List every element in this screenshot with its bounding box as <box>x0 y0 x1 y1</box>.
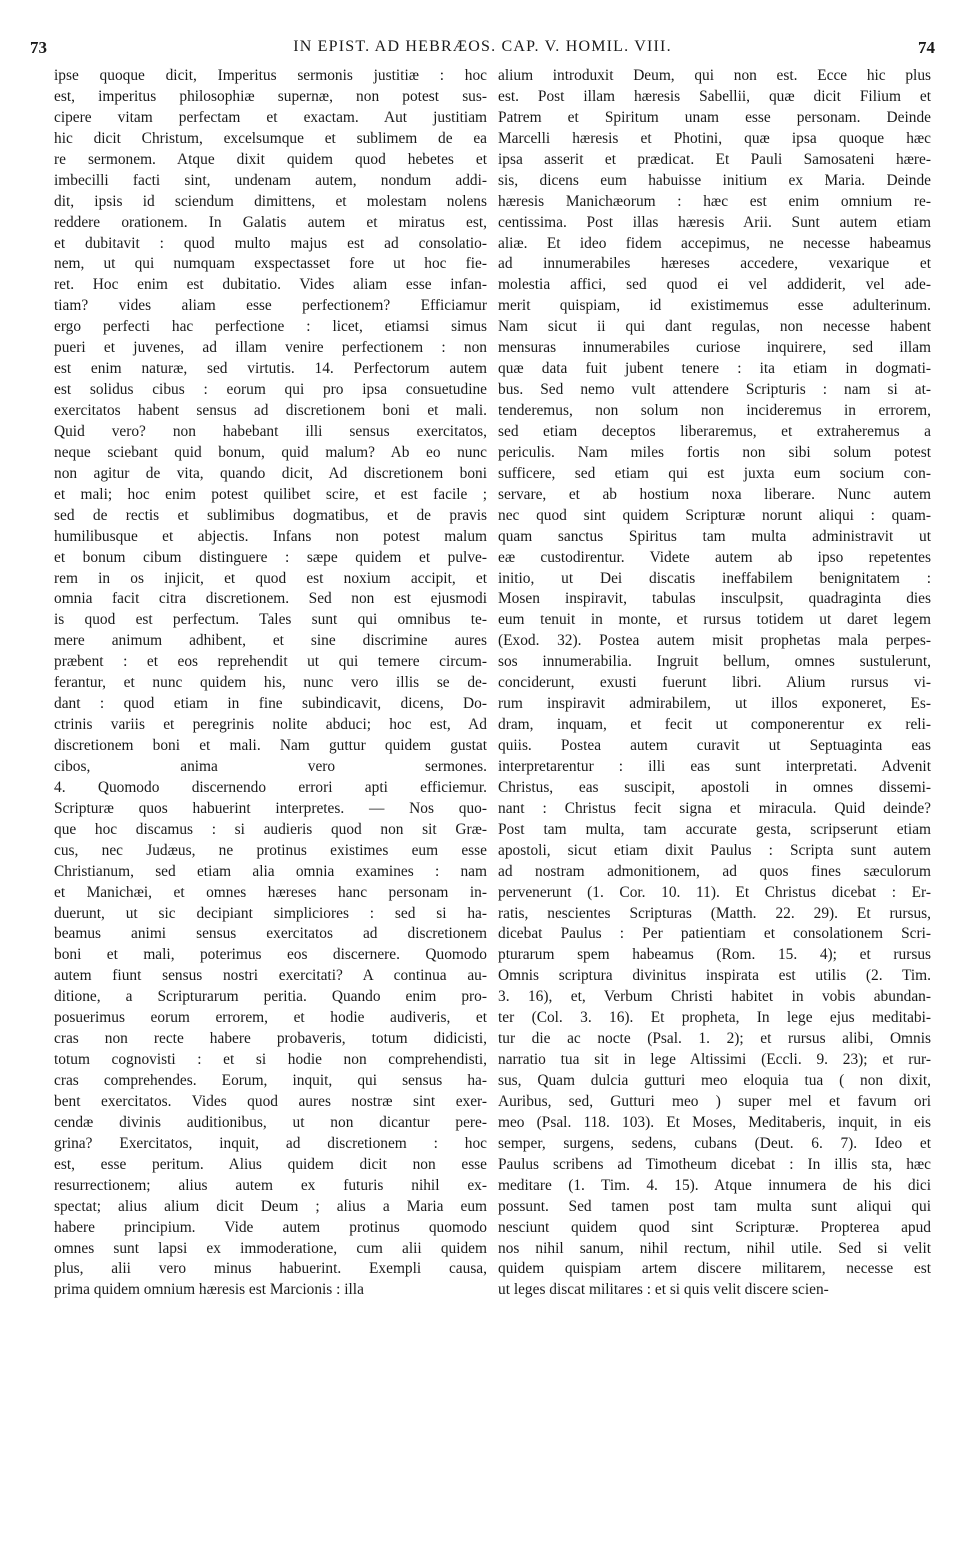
text-line: initio, ut Dei discatis ineffabilem benignitatem : <box>498 569 931 587</box>
text-line: cibos, anima vero sermones. <box>54 757 487 775</box>
text-line: reddere orationem. In Galatis autem et miratus est, <box>54 213 487 231</box>
text-line: ratis, nescientes Scripturas (Matth. 22. 29). Et rursus, <box>498 904 931 922</box>
text-line: rem in os injicit, et quod est noxium accipit, et <box>54 569 487 587</box>
text-line: tiam? vides aliam esse perfectionem? Efficiamur <box>54 297 487 315</box>
text-line: Mosen inspiravit, tabulas insculpsit, quadraginta dies <box>498 590 931 608</box>
text-line: ut leges discat militares : et si quis velit discere scien- <box>498 1281 829 1299</box>
text-line: sos innumerabilia. Ingruit bellum, omnes sustulerunt, <box>498 653 931 671</box>
text-line: quidem quispiam artem discere militarem, necesse est <box>498 1260 931 1278</box>
text-line: cendæ divinis auditionibus, ut non dicantur pere- <box>54 1113 487 1131</box>
text-line: mensuras innumerabiles curiose inquirere, sed illam <box>498 339 931 357</box>
text-line: ergo perfecti hac perfectione : licet, etiamsi simus <box>54 318 487 336</box>
text-line: apostoli, sicut etiam dixit Paulus : Scripta sunt autem <box>498 841 931 859</box>
text-line: ad innumerabiles hæreses accedere, vexarique et <box>498 255 931 273</box>
text-line: nesciunt quidem quod sint Scripturæ. Propterea apud <box>498 1218 931 1236</box>
text-line: est enim naturæ, sed virtutis. 14. Perfectorum autem <box>54 360 487 378</box>
text-line: ipsa asserit et prædicat. Et Pauli Samosateni hære- <box>498 150 931 168</box>
text-line: ctrinis variis et peregrinis nolite abduci; hoc est, Ad <box>54 716 487 734</box>
text-line: Paulus scribens ad Timotheum dicebat : In illis sta, hæc <box>498 1155 931 1173</box>
left-text-column <box>54 66 487 1301</box>
running-header <box>30 38 935 62</box>
text-line: cras non recte habere probaveris, totum didicisti, <box>54 1030 487 1048</box>
text-line: tur die ac nocte (Psal. 1. 2); et rursus alibi, Omnis <box>498 1030 931 1048</box>
text-line: bent exercitatos. Vides quod aures nostræ sint exer- <box>54 1092 487 1110</box>
text-line: resurrectionem; alius autem ex futuris nihil ex- <box>54 1176 487 1194</box>
text-line: molestia affici, sed quod ei vel addiderit, vel ade- <box>498 276 931 294</box>
text-line: Marcelli hæresis et Photini, quæ ipsa quoque hæc <box>498 129 931 147</box>
text-line: dicebat Paulus : Per patientiam et consolationem Scri- <box>498 925 931 943</box>
text-line: 4. Quomodo discernendo errori apti efficiemur. <box>54 778 487 796</box>
text-line: ferantur, et nunc quidem his, nunc vero illis se de- <box>54 674 487 692</box>
text-line: is quod est perfectum. Tales sunt qui omnibus te- <box>54 611 487 629</box>
text-line: sed de rectis et sublimibus dogmatibus, et de pravis <box>54 506 487 524</box>
text-line: humilibusque et abjectis. Infans non potest malum <box>54 527 487 545</box>
text-line: est. Post illam hæresis Sabellii, quæ dicit Filium et <box>498 87 931 105</box>
text-line: Nam sicut ii qui dant regulas, non necesse habent <box>498 318 931 336</box>
text-line: eæ custodirentur. Videte autem ab ipso repetentes <box>498 548 931 566</box>
text-line: non agitur de vita, quando dicit, Ad discretionem boni <box>54 464 487 482</box>
text-line: duerunt, ut sic decipiant simpliciores : sed si ha- <box>54 904 487 922</box>
text-line: sufficere, sed etiam qui est juxta eum socium con- <box>498 464 931 482</box>
text-line: que hoc discamus : si audieris quod non sit Græ- <box>54 820 487 838</box>
text-line: ter (Col. 3. 16). Et propheta, In lege ejus meditabi- <box>498 1009 931 1027</box>
text-line: prima quidem omnium hæresis est Marcionis : illa <box>54 1281 364 1299</box>
text-line: cus, nec Judæus, ne protinus existimes eum esse <box>54 841 487 859</box>
running-title: IN EPIST. AD HEBRÆOS. CAP. V. HOMIL. VIII. <box>293 38 672 55</box>
text-line: grina? Exercitatos, inquit, ad discretionem : hoc <box>54 1134 487 1152</box>
text-line: re sermonem. Atque dixit quidem quod hebetes et <box>54 150 487 168</box>
text-line: rum inspiravit admirabilem, ut illos exponeret, Es- <box>498 695 931 713</box>
text-line: nem, ut qui numquam exspectasset fore ut hoc fie- <box>54 255 487 273</box>
text-line: et bonum cibum distinguere : sæpe quidem et pulve- <box>54 548 487 566</box>
text-line: merit quispiam, id existimemus esse adulterinum. <box>498 297 931 315</box>
text-line: imbecilli facti sint, undenam autem, nondum addi- <box>54 171 487 189</box>
text-line: semper, surgens, sedens, cubans (Deut. 6. 7). Ideo et <box>498 1134 931 1152</box>
text-line: dit, ipsis id sciendum dimittens, et molestam nolens <box>54 192 487 210</box>
text-line: sus, Quam dulcia gutturi meo eloquia tua ( non dixit, <box>498 1072 931 1089</box>
text-line: est solidus cibus : eorum qui pro ipsa consuetudine <box>54 381 487 399</box>
text-line: eum tenuit in monte, et rursus totidem ut daret legem <box>498 611 931 629</box>
text-line: et dubitavit : quod multo majus est ad consolatio- <box>54 234 487 252</box>
page-number-left: 73 <box>30 38 47 57</box>
text-line: et Manichæi, et omnes hæreses hanc personam in- <box>54 883 487 901</box>
text-line: totum cognovisti : et si hodie non comprehendisti, <box>54 1051 487 1069</box>
text-line: habere principium. Vide autem protinus quomodo <box>54 1218 487 1236</box>
text-line: pturarum spem habeamus (Rom. 15. 4); et rursus <box>498 946 931 964</box>
text-line: hic dicit Christum, excelsumque et sublimem de ea <box>54 129 487 147</box>
text-line: ditione, a Scripturarum peritia. Quando enim pro- <box>54 988 487 1006</box>
text-line: omnes sunt lapsi ex immoderatione, cum alii quidem <box>54 1239 487 1257</box>
text-line: plus, alii vero minus habuerint. Exempli causa, <box>54 1260 487 1278</box>
text-line: et mali; hoc enim potest quilibet scire, et est facile ; <box>54 485 487 503</box>
text-line: bus. Sed nemo vult attendere Scripturis : nam si at- <box>498 381 931 399</box>
text-line: Scripturæ quos habuerint interpretes. — Nos quo- <box>54 799 487 817</box>
text-line: dant : quod etiam in fine subindicavit, dicens, Do- <box>54 695 487 713</box>
text-line: pervenerunt (1. Cor. 10. 11). Et Christus dicebat : Er- <box>498 883 931 901</box>
text-line: beamus animi sensus exercitatos ad discretionem <box>54 925 487 943</box>
text-line: 3. 16), et, Verbum Christi habitet in vobis abundan- <box>498 988 931 1006</box>
text-line: nec quod sint quidem Scripturæ norunt aliqui : quam- <box>498 506 931 524</box>
text-line: Post tam multa, tam accurate gesta, scripserunt etiam <box>498 820 931 838</box>
text-line: exercitatos habent sensus ad discretionem boni et mali. <box>54 402 487 419</box>
text-line: Omnis scriptura divinitus inspirata est utilis (2. Tim. <box>498 967 931 985</box>
text-line: quam sanctus Spiritus tam multa administravit ut <box>498 527 931 545</box>
text-line: est, esse peritum. Alius quidem dicit non esse <box>54 1155 487 1173</box>
text-line: ipse quoque dicit, Imperitus sermonis justitiæ : hoc <box>54 67 487 84</box>
text-line: periculis. Nam miles fortis non sibi solum potest <box>498 443 931 461</box>
text-line: pueri et juvenes, ad illam venire perfectionem : non <box>54 339 487 357</box>
text-line: autem fiunt sensus nostri exercitati? A continua au- <box>54 967 487 985</box>
text-line: cras comprehendes. Eorum, inquit, qui sensus ha- <box>54 1072 487 1089</box>
text-line: nant : Christus fecit signa et miracula. Quid deinde? <box>498 799 931 817</box>
text-line: ad nostram admonitionem, ad quos fines sæculorum <box>498 862 931 880</box>
text-line: narratio tua sit in lege Altissimi (Eccli. 9. 23); et rur- <box>498 1051 931 1069</box>
text-line: alium introduxit Deum, qui non est. Ecce hic plus <box>498 67 931 84</box>
text-line: omnia facit citra discretionem. Sed non est ejusmodi <box>54 590 487 608</box>
text-line: quiis. Postea autem curavit ut Septuaginta eas <box>498 737 931 754</box>
text-line: servare, et ab hostium noxa liberare. Nunc autem <box>498 485 931 503</box>
text-line: neque sciebant quid bonum, quid malum? Ab eo nunc <box>54 443 487 461</box>
text-line: meo (Psal. 118. 103). Et Moses, Meditaberis, inquit, in eis <box>498 1113 931 1131</box>
text-line: boni et mali, poterimus eos discernere. Quomodo <box>54 946 487 964</box>
text-line: dram, inquam, et fecit ut componerentur ex reli- <box>498 716 931 734</box>
right-text-column <box>498 66 931 1301</box>
text-line: mere animum adhibent, et sine discrimine aures <box>54 632 487 650</box>
text-line: spectat; alius alium dicit Deum ; alius a Maria eum <box>54 1197 487 1215</box>
text-line: Quid vero? non habebant illi sensus exercitatos, <box>54 422 487 440</box>
text-line: interpretarentur : illi eas sunt interpretati. Advenit <box>498 757 931 775</box>
text-line: hæresis Manichæorum : hæc est enim omnium re- <box>498 192 931 210</box>
text-line: nos nihil sanum, nihil rectum, nihil utile. Sed si velit <box>498 1239 931 1257</box>
text-line: (Exod. 32). Postea autem misit prophetas mala perpes- <box>498 632 931 650</box>
text-line: conciderunt, exusti fuerunt libri. Alium rursus vi- <box>498 674 931 692</box>
page-number-right: 74 <box>918 38 935 57</box>
text-line: meditare (1. Tim. 4. 15). Atque innumera de his dici <box>498 1176 931 1194</box>
text-line: sis, dicens eum habuisse initium ex Maria. Deinde <box>498 171 931 189</box>
text-line: Patrem et Spiritum unam esse personam. Deinde <box>498 108 931 126</box>
text-line: possunt. Sed tamen post tam multa sunt aliqui qui <box>498 1197 931 1215</box>
text-line: tenderemus, non solum non incideremus in errorem, <box>498 402 931 419</box>
text-line: sed etiam deceptos liberaremus, et extraheremus a <box>498 422 931 440</box>
text-line: centissima. Post illas hæresis Arii. Sunt autem etiam <box>498 213 931 231</box>
text-line: Auribus, sed, Gutturi meo ) super mel et favum ori <box>498 1092 931 1110</box>
text-line: cipere vitam perfectam et exactam. Aut justitiam <box>54 108 487 126</box>
text-line: posuerimus eorum errorem, et hodie audiveris, et <box>54 1009 487 1027</box>
text-line: discretionem boni et mali. Nam guttur quidem gustat <box>54 737 487 754</box>
text-line: Christus, eas suscipit, apostoli in omnes dissemi- <box>498 778 931 796</box>
text-line: Christianum, sed etiam alia omnia examines : nam <box>54 862 487 880</box>
text-line: præbent : et eos reprehendit ut qui temere circum- <box>54 653 487 671</box>
text-line: aliæ. Et ideo fidem accepimus, ne necesse habeamus <box>498 234 931 252</box>
text-line: ret. Hoc enim est dubitatio. Vides aliam esse infan- <box>54 276 487 294</box>
text-line: est, imperitus philosophiæ supernæ, non potest sus- <box>54 87 487 105</box>
text-line: quæ data fuit jubent tenere : ita etiam in dogmati- <box>498 360 931 378</box>
